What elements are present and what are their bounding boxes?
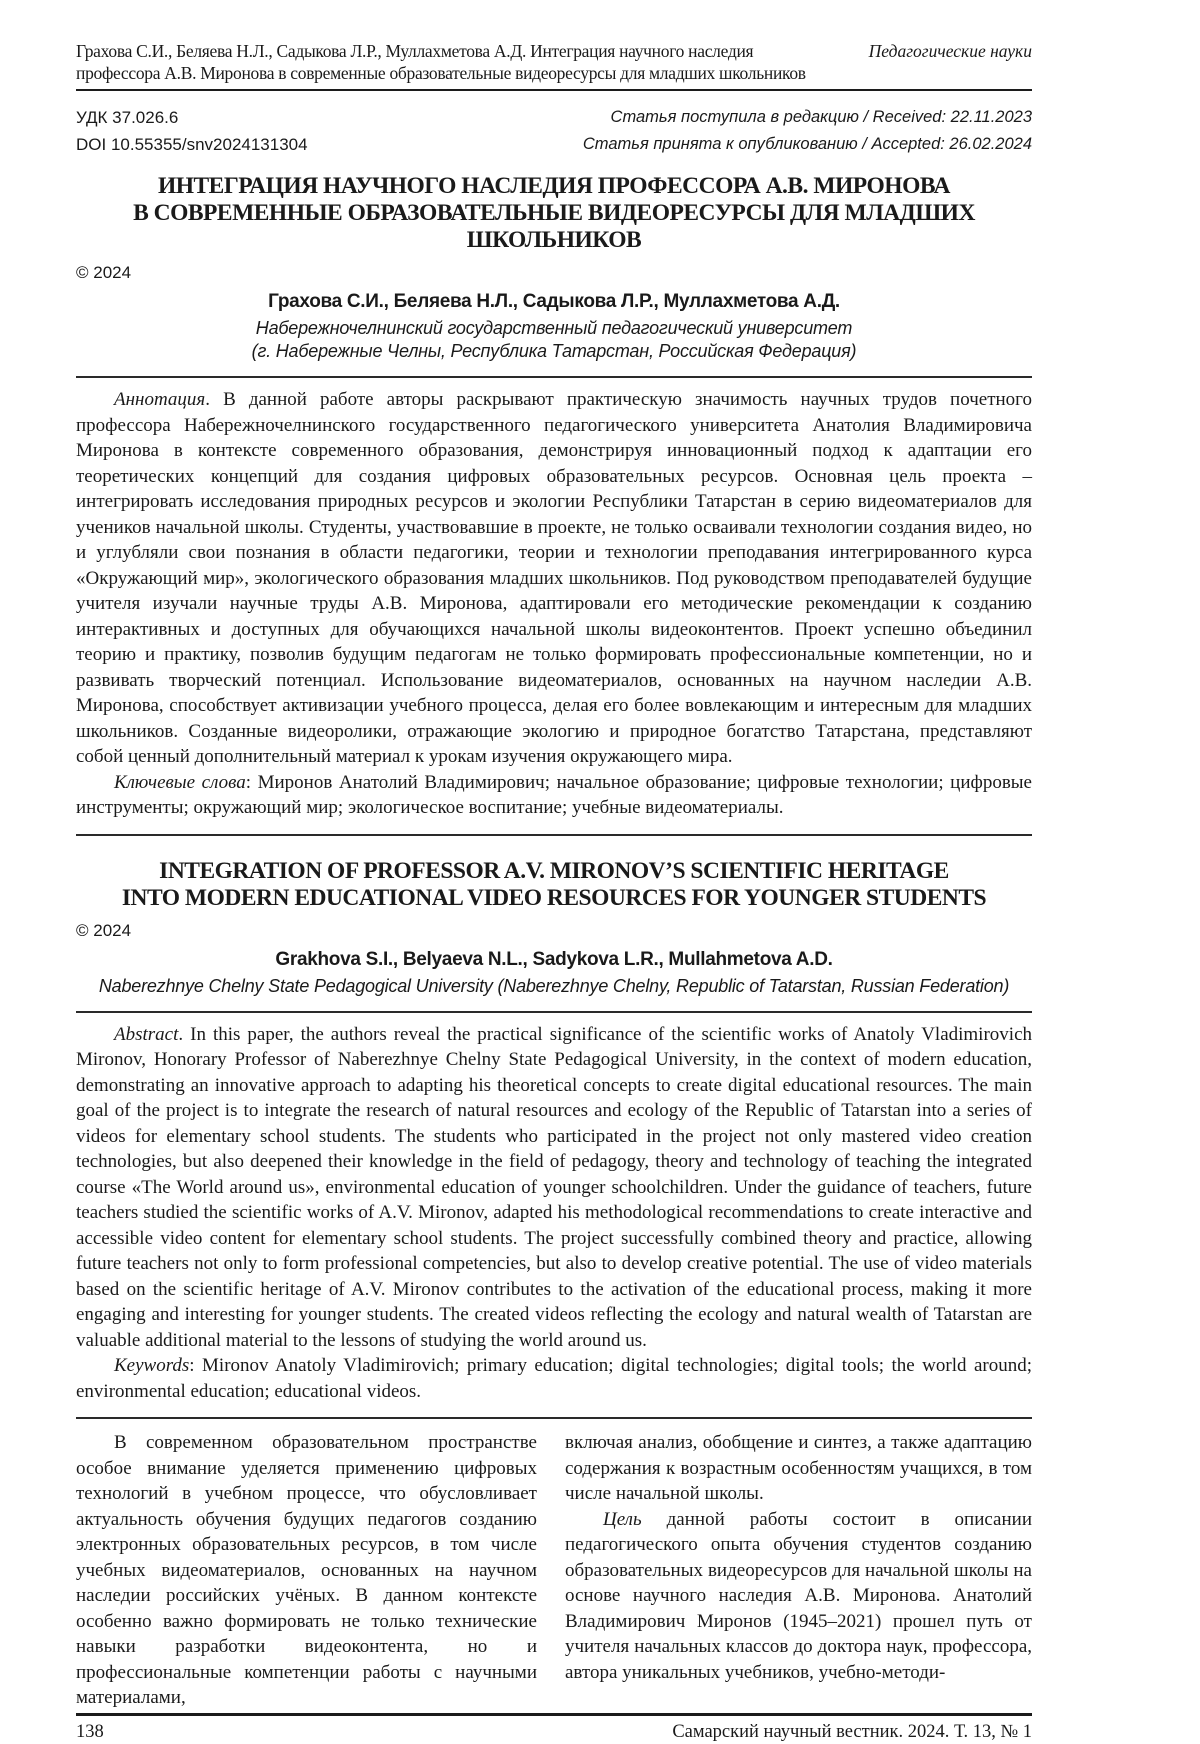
goal-text: данной работы состоит в описании педагогического опыта обучения студентов созданию образовательных видеоресурсов для начальной школы на основе научного наследия А.В. Миронова. Анатолий Владимирович Миронов (1945–2021) прошел путь от учителя начальных классов до доктора наук, профессора, автора уникальных учебников, учебно-методи- [565, 1508, 1032, 1683]
body-column-right [565, 1430, 1032, 1711]
keywords-en-label: Keywords [114, 1355, 190, 1376]
journal-page [76, 0, 1032, 1744]
keywords-ru-label: Ключевые слова [114, 771, 246, 793]
article-meta [76, 104, 1032, 158]
article-title-en [76, 858, 1032, 912]
article-body-columns [76, 1430, 1032, 1711]
keywords-ru [76, 770, 1032, 821]
footer-rule [76, 1713, 1032, 1716]
running-head [76, 40, 1032, 91]
doi-code: DOI 10.55355/snv2024131304 [76, 135, 308, 154]
divider-below-keywords-ru [76, 834, 1032, 836]
keywords-en [76, 1353, 1032, 1404]
article-title-ru-line2: В СОВРЕМЕННЫЕ ОБРАЗОВАТЕЛЬНЫЕ ВИДЕОРЕСУРСЫ ДЛЯ МЛАДШИХ ШКОЛЬНИКОВ [133, 200, 975, 253]
article-title-en-line2: INTO MODERN EDUCATIONAL VIDEO RESOURCES FOR YOUNGER STUDENTS [121, 884, 987, 911]
body-paragraph-goal [565, 1507, 1032, 1686]
divider-below-keywords-en [76, 1417, 1032, 1419]
abstract-ru-label: Аннотация [114, 389, 206, 410]
body-paragraph-intro: В современном образовательном пространстве особое внимание уделяется применению цифровых технологий в учебном процессе, что обусловливает актуальность обучения будущих педагогов созданию электронных образовательных ресурсов, в том числе учебных видеоматериалов, основанных на научном наследии российских учёных. В данном контексте особенно важно формировать не только технические навыки разработки видеоконтента, но и профессиональные компетенции работы с научными материалами, [76, 1432, 537, 1708]
received-date: Статья поступила в редакцию / Received: 22.11.2023 [610, 108, 1032, 126]
copyright-ru: © 2024 [76, 263, 132, 282]
article-dates [583, 104, 1032, 158]
affiliation-ru-line1: Набережночелнинский государственный педагогический университет [255, 318, 853, 338]
divider-above-abstract-ru [76, 376, 1032, 378]
keywords-en-text: : Mironov Anatoly Vladimirovich; primary education; digital technologies; digital tools; the world around; environmental education; educational videos. [76, 1355, 1032, 1402]
udc-code: УДК 37.026.6 [76, 108, 179, 127]
copyright-en: © 2024 [76, 920, 132, 940]
accepted-date: Статья принята к опубликованию / Accepted: 26.02.2024 [582, 135, 1032, 153]
article-title-ru-line1: ИНТЕГРАЦИЯ НАУЧНОГО НАСЛЕДИЯ ПРОФЕССОРА А.В. МИРОНОВА [157, 173, 951, 199]
article-identifiers [76, 104, 308, 158]
abstract-en [76, 1022, 1032, 1354]
affiliation-en: Naberezhnye Chelny State Pedagogical University (Naberezhnye Chelny, Republic of Tatarstan, Russian Federation) [98, 975, 1010, 996]
article-title-ru [76, 173, 1032, 254]
abstract-en-text: . In this paper, the authors reveal the practical significance of the scientific works of Anatoly Vladimirovich Mironov, Honorary Professor of Naberezhnye Chelny State Pedagogical University, in the context of modern education, demonstrating an innovative approach to adapting his theoretical concepts to create digital educational resources. The main goal of the project is to integrate the research of natural resources and ecology of the Republic of Tatarstan into a series of videos for elementary school students. The students who participated in the project not only mastered video creation technologies, but also deepened their knowledge in the field of pedagogy, theory and technology of teaching the integrated course «The World around us», environmental education of younger schoolchildren. Under the guidance of teachers, future teachers studied the scientific works of A.V. Mironov, adapted his methodological recommendations to create interactive and accessible video content for elementary school students. The project successfully combined theory and practice, allowing future teachers not only to form professional competencies, but also to develop creative potential. The use of video materials based on the scientific heritage of A.V. Mironov contributes to the activation of the educational process, making it more engaging and interesting for younger students. The created videos reflecting the ecology and natural wealth of Tatarstan are valuable additional material to the lessons of studying the world around us. [76, 1023, 1032, 1351]
affiliation-ru [76, 317, 1032, 363]
running-head-article-title: Грахова С.И., Беляева Н.Л., Садыкова Л.Р., Муллахметова А.Д. Интеграция научного наследия профессора А.В. Миронова в современные образовательные видеоресурсы для младших школьников [76, 41, 806, 83]
abstract-ru-text: . В данной работе авторы раскрывают практическую значимость научных трудов почетного профессора Набережночелнинского государственного педагогического университета Анатолия Владимировича Миронова в контексте современного образования, демонстрируя инновационный подход к адаптации его теоретических концепций для создания цифровых образовательных ресурсов. Основная цель проекта – интегрировать исследования природных ресурсов и экологии Республики Татарстан в серию видеоматериалов для учеников начальной школы. Студенты, участвовавшие в проекте, не только осваивали технологии создания видео, но и углубляли свои познания в области педагогики, теории и технологии преподавания интегрированного курса «Окружающий мир», экологического образования младших школьников. Под руководством преподавателей будущие учителя изучали научные труды А.В. Миронова, адаптировали его методические рекомендации к созданию интерактивных и доступных для обучающихся начальной школы видеоконтентов. Проект успешно объединил теорию и практику, позволив будущим педагогам не только формировать профессиональные компетенции, но и развивать творческий потенциал. Использование видеоматериалов, основанных на научном наследии А.В. Миронова, способствует активизации учебного процесса, делая его более вовлекающим и интересным для младших школьников. Созданные видеоролики, отражающие экологию и природное богатство Татарстана, представляют собой ценный дополнительный материал к урокам изучения окружающего мира. [76, 389, 1032, 767]
authors-en: Grakhova S.I., Belyaeva N.L., Sadykova L.R., Mullahmetova A.D. [275, 948, 833, 970]
page-footer [76, 1720, 1032, 1744]
authors-ru: Грахова С.И., Беляева Н.Л., Садыкова Л.Р., Муллахметова А.Д. [268, 291, 840, 312]
article-title-en-line1: INTEGRATION OF PROFESSOR A.V. MIRONOV’S SCIENTIFIC HERITAGE [159, 857, 949, 884]
goal-label: Цель [603, 1508, 642, 1530]
abstract-ru [76, 387, 1032, 770]
abstract-en-label: Abstract [114, 1023, 179, 1045]
keywords-ru-text: : Миронов Анатолий Владимирович; начальное образование; цифровые технологии; цифровые инструменты; окружающий мир; экологическое воспитание; учебные видеоматериалы. [76, 771, 1032, 818]
divider-above-abstract-en [76, 1011, 1032, 1013]
page-number: 138 [76, 1721, 104, 1742]
running-head-section-label: Педагогические науки [868, 41, 1032, 61]
body-paragraph-intro-continued: включая анализ, обобщение и синтез, а также адаптацию содержания к возрастным особенностям учащихся, в том числе начальной школы. [565, 1432, 1032, 1504]
journal-reference: Самарский научный вестник. 2024. Т. 13, № 1 [672, 1721, 1032, 1742]
body-column-left [76, 1430, 537, 1711]
affiliation-ru-line2: (г. Набережные Челны, Республика Татарстан, Российская Федерация) [251, 341, 857, 361]
